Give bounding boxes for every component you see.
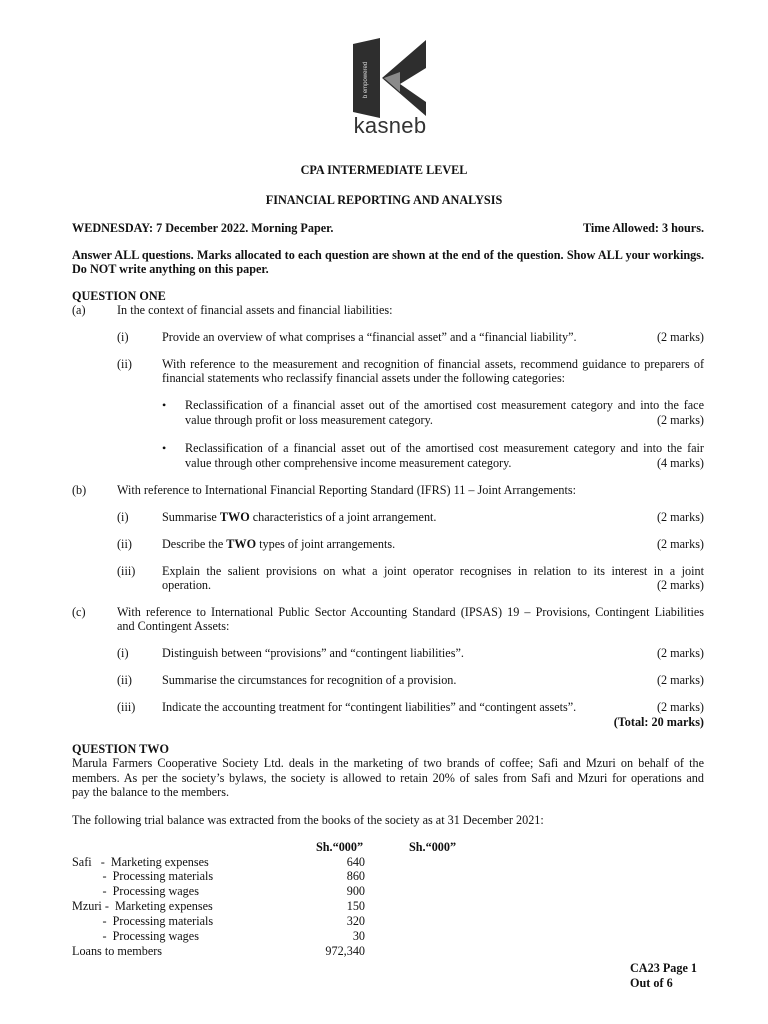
q1-c-i-text: Distinguish between “provisions” and “contingent liabilities”. <box>162 646 464 660</box>
tb-row-value: 860 <box>346 869 365 883</box>
q1-a-ii-text-1: With reference to the measurement and recognition of financial assets, recommend guidance to preparers of <box>162 357 704 371</box>
tb-row-label: - Processing wages <box>72 929 199 943</box>
q1-bullet2-line-2: value through other comprehensive income measurement category. <box>185 456 512 470</box>
trial-balance-intro: The following trial balance was extracted from the books of the society as at 31 December 2021: <box>72 813 544 827</box>
exam-level: CPA INTERMEDIATE LEVEL <box>300 163 468 177</box>
q1-bullet1-line-2: value through profit or loss measurement category. <box>185 413 433 427</box>
kasneb-logo <box>350 38 430 118</box>
q1-a-text: In the context of financial assets and financial liabilities: <box>117 303 393 317</box>
q1-a-label: (a) <box>72 303 86 317</box>
q1-c-label: (c) <box>72 605 86 619</box>
table-row <box>72 929 372 944</box>
q1-b-iii-text-2: operation. <box>162 578 212 592</box>
exam-subject: FINANCIAL REPORTING AND ANALYSIS <box>265 193 503 207</box>
tb-row-value: 320 <box>346 914 365 928</box>
q1-b-ii-text: Describe the TWO types of joint arrangements. <box>162 537 396 551</box>
q1-b-text: With reference to International Financial Reporting Standard (IFRS) 11 – Joint Arrangements: <box>117 483 577 497</box>
bullet-icon: • <box>162 441 167 455</box>
logo-tagline: b empowered <box>363 61 369 99</box>
tb-column-header-1: Sh.“000” <box>316 840 364 854</box>
tb-row-value: 150 <box>346 899 365 913</box>
q1-b-i-text: Summarise TWO characteristics of a joint arrangement. <box>162 510 437 524</box>
q1-c-text-2: and Contingent Assets: <box>117 619 230 633</box>
tb-row-label: - Processing wages <box>72 884 199 898</box>
page-count: Out of 6 <box>630 976 673 990</box>
tb-column-header-2: Sh.“000” <box>409 840 457 854</box>
q1-bullet2-marks: (4 marks) <box>656 456 704 470</box>
q1-a-ii-label: (ii) <box>117 357 132 371</box>
question-two-title: QUESTION TWO <box>72 742 169 756</box>
bullet-icon: • <box>162 398 167 412</box>
instructions-line-2: Do NOT write anything on this paper. <box>72 262 269 276</box>
q1-c-iii-label: (iii) <box>117 700 136 714</box>
q1-b-label: (b) <box>72 483 87 497</box>
q1-b-i-label: (i) <box>117 510 129 524</box>
table-row <box>72 869 372 884</box>
q1-bullet2-line-1: Reclassification of a financial asset out of the amortised cost measurement category and into the fair <box>185 441 704 455</box>
table-row <box>72 944 372 959</box>
q1-c-ii-label: (ii) <box>117 673 132 687</box>
q2-intro-line-3: pay the balance to the members. <box>72 785 230 799</box>
q1-b-iii-text-1: Explain the salient provisions on what a joint operator recognises in relation to its interest in a joint <box>162 564 704 578</box>
q1-c-ii-marks: (2 marks) <box>656 673 704 687</box>
tb-row-value: 640 <box>346 855 365 869</box>
q1-b-iii-label: (iii) <box>117 564 136 578</box>
q2-intro-line-2: members. As per the society’s bylaws, the society is allowed to retain 20% of sales from Safi and Mzuri for operations and <box>72 771 704 785</box>
table-row <box>72 884 372 899</box>
table-row <box>72 899 372 914</box>
table-row <box>72 914 372 929</box>
tb-row-label: - Processing materials <box>72 869 214 883</box>
q1-bullet1-marks: (2 marks) <box>656 413 704 427</box>
q1-bullet1-line-1: Reclassification of a financial asset out of the amortised cost measurement category and into the face <box>185 398 704 412</box>
q1-c-i-label: (i) <box>117 646 129 660</box>
q1-b-iii-marks: (2 marks) <box>656 578 704 592</box>
tb-row-value: 900 <box>346 884 365 898</box>
logo-wordmark: kasneb <box>353 113 427 138</box>
table-row <box>72 855 372 870</box>
q1-c-iii-text: Indicate the accounting treatment for “contingent liabilities” and “contingent assets”. <box>162 700 577 714</box>
q1-b-ii-label: (ii) <box>117 537 132 551</box>
time-allowed: Time Allowed: 3 hours. <box>583 221 704 235</box>
q1-total-marks: (Total: 20 marks) <box>613 715 704 729</box>
tb-row-label: - Processing materials <box>72 914 214 928</box>
tb-row-value: 30 <box>352 929 365 943</box>
page-number: CA23 Page 1 <box>630 961 698 975</box>
q1-b-ii-marks: (2 marks) <box>656 537 704 551</box>
q1-a-i-label: (i) <box>117 330 129 344</box>
q1-c-i-marks: (2 marks) <box>656 646 704 660</box>
tb-row-value: 972,340 <box>325 944 365 958</box>
tb-row-label: Loans to members <box>72 944 163 958</box>
q1-a-i-marks: (2 marks) <box>656 330 704 344</box>
q1-c-text-1: With reference to International Public Sector Accounting Standard (IPSAS) 19 – Provisions, Contingent Liabilities <box>117 605 704 619</box>
instructions-line-1: Answer ALL questions. Marks allocated to each question are shown at the end of the question. Show ALL your workings. <box>72 248 704 262</box>
q1-a-i-text: Provide an overview of what comprises a “financial asset” and a “financial liability”. <box>162 330 577 344</box>
tb-row-label: Safi - Marketing expenses <box>72 855 209 869</box>
q1-a-ii-text-2: financial statements who reclassify financial assets under the following categories: <box>162 371 566 385</box>
tb-row-label: Mzuri - Marketing expenses <box>72 899 213 913</box>
question-one-title: QUESTION ONE <box>72 289 166 303</box>
q2-intro-line-1: Marula Farmers Cooperative Society Ltd. deals in the marketing of two brands of coffee; Safi and Mzuri on behalf of the <box>72 756 704 770</box>
q1-c-ii-text: Summarise the circumstances for recognition of a provision. <box>162 673 457 687</box>
q1-b-i-marks: (2 marks) <box>656 510 704 524</box>
exam-date: WEDNESDAY: 7 December 2022. Morning Paper. <box>72 221 334 235</box>
q1-c-iii-marks: (2 marks) <box>656 700 704 714</box>
